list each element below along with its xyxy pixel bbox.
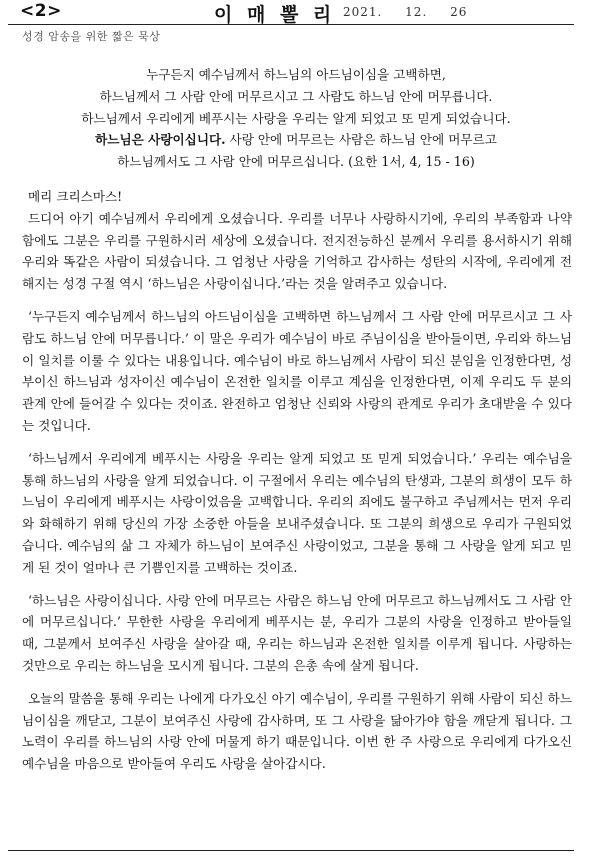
footer-divider: [8, 850, 574, 851]
section-subtitle: 성경 암송을 위한 짧은 묵상: [22, 30, 161, 43]
header-divider: [8, 24, 574, 25]
verse-emphasis: 하느님은 사랑이십니다.: [95, 132, 226, 148]
verse-line-5: 하느님께서도 그 사람 안에 머무르십니다. (요한 1서, 4, 15 - 16): [117, 154, 475, 170]
paragraph-3: ‘하느님께서 우리에게 베푸시는 사랑을 우리는 알게 되었고 또 믿게 되었습니다.’ 우리는 예수님을 통해 하느님의 사랑을 알게 되었습니다. 이 구절에서 우리는 예수님의 탄생과, 그분의 희생이 모두 하느님이 우리에게 베푸시는 사랑이었음을 고백합니다. 우리의 죄에도 불구하고 주님께서는 먼저 우리와 화해하기 위해 당신의 가장 소중한 아들을 보내주셨습니다. 또 그분의 희생으로 우리가 구원되었습니다. 예수님의 삶 그 자체가 하느님이 보여주신 사랑이었고, 그분을 통해 그 사랑을 알게 되고 믿게 된 것이 얼마나 큰 기쁨인지를 고백하는 것이죠.: [22, 450, 572, 575]
paragraph-4: ‘하느님은 사랑이십니다. 사랑 안에 머무르는 사람은 하느님 안에 머무르고 하느님께서도 그 사람 안에 머무르십니다.’ 무한한 사랑을 우리에게 베푸시는 분, 우리가 그분의 사랑을 인정하고 받아들일 때, 그분께서 보여주신 사랑을 살아갈 때, 우리는 하느님과 온전한 일치를 이루게 됩니다. 사랑하는 것만으로 우리는 하느님을 모시게 됩니다. 그분의 은총 속에 살게 됩니다.: [22, 592, 572, 673]
page-number: <2>: [20, 1, 62, 21]
scripture-verse: [20, 64, 572, 173]
verse-line-1: 누구든지 예수님께서 하느님의 아드님이심을 고백하면,: [146, 67, 446, 82]
paragraph-5: 오늘의 말씀을 통해 우리는 나에게 다가오신 아기 예수님이, 우리를 구원하기 위해 사람이 되신 하느님이심을 깨닫고, 그분이 보여주신 사랑에 감사하며, 또 그 사랑을 닮아가야 함을 깨닫게 됩니다. 그 노력이 우리를 하느님의 사랑 안에 머물게 하기 때문입니다. 이번 한 주 사랑으로 우리에게 다가오신 예수님을 마음으로 받아들여 우리도 사랑을 살아갑시다.: [22, 690, 572, 772]
page-header: [0, 0, 592, 24]
publication-title: 이 매 뽈 리: [214, 4, 336, 26]
meditation-body: [22, 186, 572, 775]
greeting: 메리 크리스마스!: [28, 189, 123, 204]
paragraph-2: ‘누구든지 예수님께서 하느님의 아드님이심을 고백하면 하느님께서 그 사람 안에 머무르시고 그 사람도 하느님 안에 머무릅니다.’ 이 말은 우리가 예수님이 바로 주님이심을 받아들이면, 우리와 하느님이 일치를 이룰 수 있다는 내용입니다. 예수님이 바로 하느님께서 사람이 되신 분임을 인정한다면, 성부이신 하느님과 성자이신 예수님이 온전한 일치를 이루고 계심을 인정한다면, 이제 우리도 두 분의 관계 안에 들어갈 수 있다는 것이죠. 완전하고 엄청난 신뢰와 사랑의 관계로 우리가 초대받을 수 있다는 것입니다.: [22, 308, 572, 433]
publication-date: 2021. 12. 26: [343, 5, 468, 19]
verse-line-3: 하느님께서 우리에게 베푸시는 사랑을 우리는 알게 되었고 또 믿게 되었습니다.: [81, 110, 511, 126]
verse-line-4: [20, 129, 572, 151]
verse-line-2: 하느님께서 그 사람 안에 머무르시고 그 사람도 하느님 안에 머무릅니다.: [99, 88, 493, 104]
verse-line-4-rest: 사랑 안에 머무르는 사람은 하느님 안에 머무르고: [225, 132, 497, 148]
paragraph-1: 드디어 아기 예수님께서 우리에게 오셨습니다. 우리를 너무나 사랑하시기에, 우리의 부족함과 나약함에도 그분은 우리를 구원하시러 세상에 오셨습니다. 전지전능하신 분께서 우리를 용서하시기 위해 우리와 똑같은 사람이 되셨습니다. 그 엄청난 사랑을 기억하고 감사하는 성탄의 시작에, 우리에게 전해지는 성경 구절 역시 ‘하느님은 사랑이십니다.’라는 것을 알려주고 있습니다.: [22, 210, 572, 292]
